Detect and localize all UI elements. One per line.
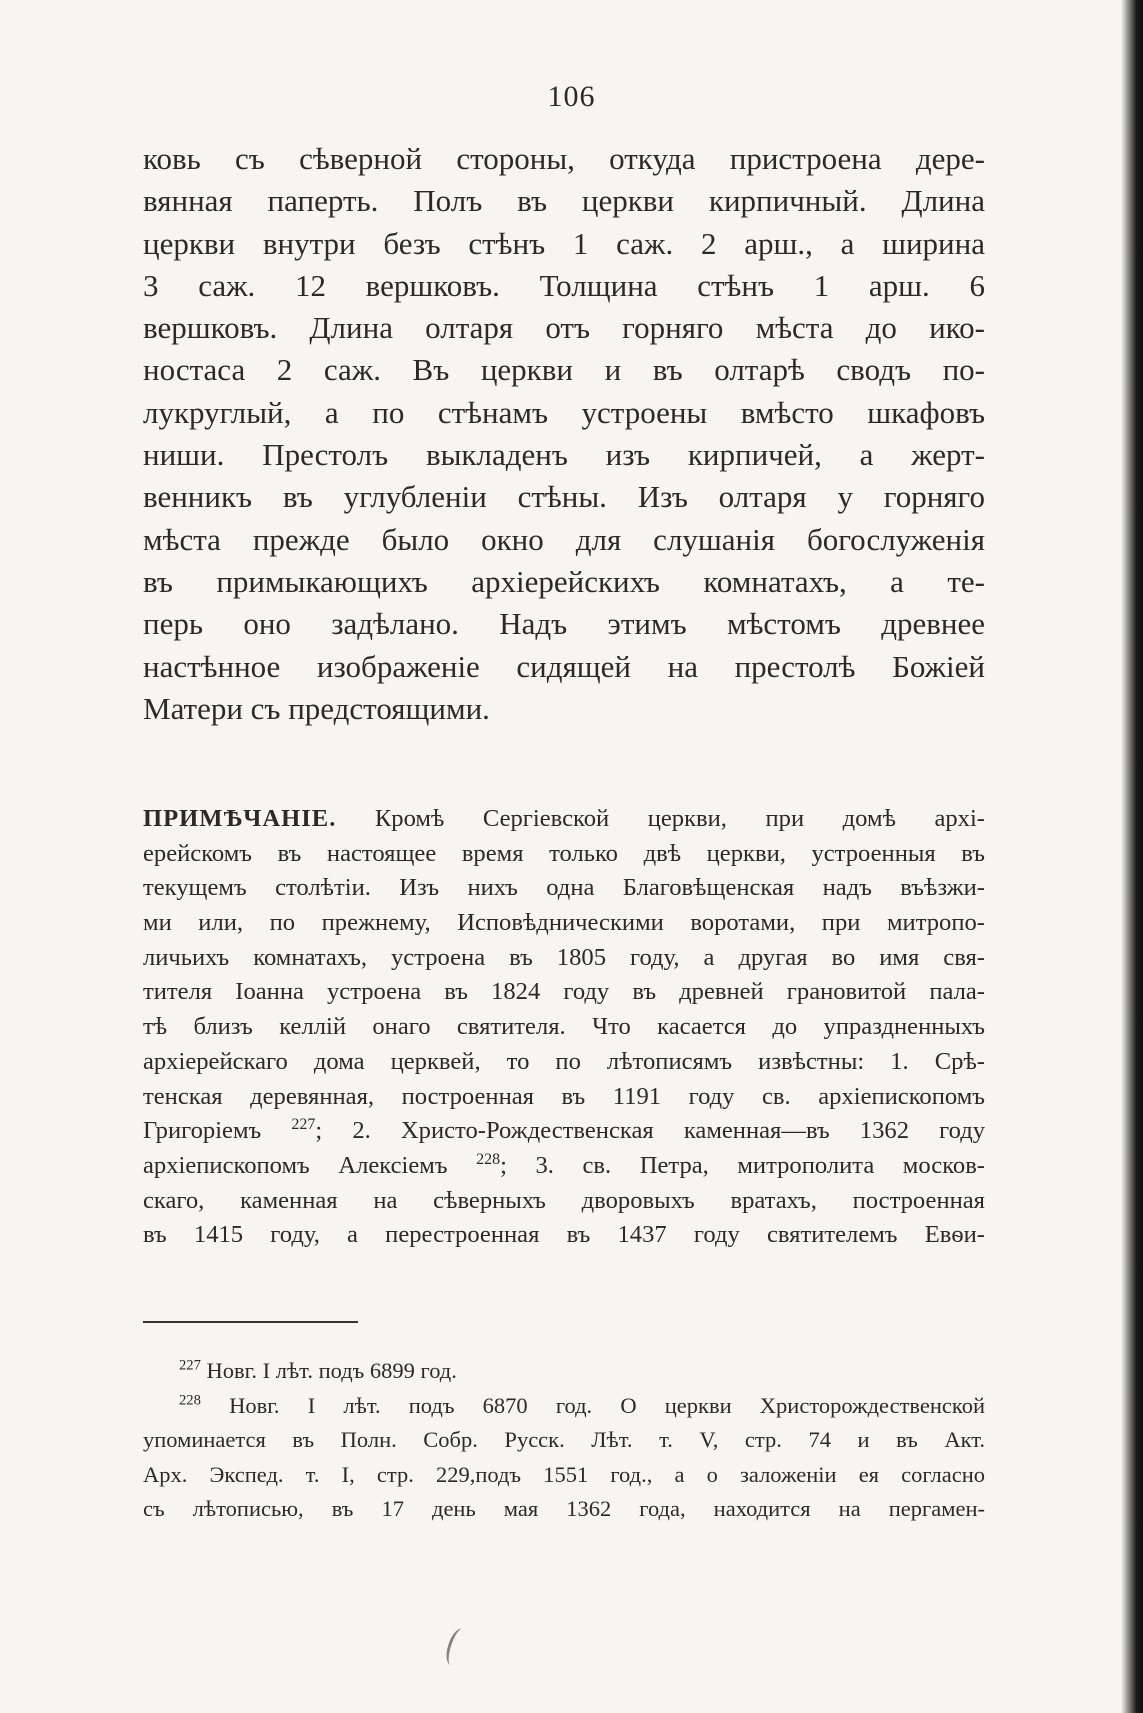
- note-text-line: тѣ близъ келлій онаго святителя. Что касается до упраздненныхъ: [143, 1013, 985, 1041]
- footnote-227: [143, 1354, 985, 1389]
- ink-mark: [443, 1626, 471, 1667]
- footnote-number: 228: [179, 1392, 201, 1408]
- footnotes: [143, 1354, 985, 1527]
- note-text-line: скаго, каменная на сѣверныхъ дворовыхъ вратахъ, построенная: [143, 1186, 985, 1214]
- main-text-line: въ примыкающихъ архіерейскихъ комнатахъ, а те-: [143, 563, 985, 599]
- main-text-line: настѣнное изображеніе сидящей на престолѣ Божіей: [143, 648, 985, 684]
- footnote-number: 227: [179, 1357, 201, 1374]
- main-text-line: ниши. Престолъ выкладенъ изъ кирпичей, а жерт-: [143, 437, 985, 473]
- note-text-fragment: ; 3. св. Петра, митрополита москов-: [500, 1151, 985, 1179]
- note-text-line: ерейскомъ въ настоящее время только двѣ церкви, устроенныя въ: [143, 839, 985, 867]
- note-text-fragment: Кромѣ Сергіевской церкви, при домѣ архі-: [336, 805, 985, 832]
- note-heading: ПРИМѢЧАНІЕ.: [143, 805, 337, 832]
- note-text-line: тенская деревянная, построенная въ 1191 году св. архіепископомъ: [143, 1082, 985, 1110]
- page-edge-shadow: [1121, 0, 1143, 1713]
- footnote-text-line: упоминается въ Полн. Собр. Русск. Лѣт. т. V, стр. 74 и въ Акт.: [143, 1427, 985, 1452]
- footnote-text-line: Арх. Экспед. т. I, стр. 229,подъ 1551 год., а о заложеніи ея согласно: [143, 1461, 985, 1487]
- footnote-reference-227: 227: [291, 1116, 316, 1133]
- main-text-line: церкви внутри безъ стѣнъ 1 саж. 2 арш., а ширина: [143, 225, 985, 261]
- note-text-fragment: ; 2. Христо-Рождественская каменная—въ 1362 году: [315, 1117, 985, 1145]
- note-text-line: [143, 802, 985, 837]
- main-text-line: вершковъ. Длина олтаря отъ горняго мѣста до ико-: [143, 310, 985, 346]
- note-text-line: ми или, по прежнему, Исповѣдническими воротами, при митропо-: [143, 909, 985, 937]
- footnote-reference-228: 228: [476, 1150, 501, 1168]
- main-text-line: Матери съ предстоящими.: [143, 690, 490, 726]
- main-text-line: ковь съ сѣверной стороны, откуда пристроена дере-: [143, 141, 985, 176]
- main-text-line: вянная паперть. Полъ въ церкви кирпичный. Длина: [143, 183, 985, 219]
- note-text-line: личьихъ комнатахъ, устроена въ 1805 году, а другая во имя свя-: [143, 943, 985, 971]
- note-text-line: [143, 1114, 985, 1149]
- note-text-fragment: архіепископомъ Алексіемъ: [143, 1151, 477, 1179]
- main-text-line: ностаса 2 саж. Въ церкви и въ олтарѣ сводъ по-: [143, 352, 985, 388]
- main-text-line: перь оно задѣлано. Надъ этимъ мѣстомъ древнее: [143, 606, 985, 642]
- note-text-line: архіерейскаго дома церквей, то по лѣтописямъ извѣстны: 1. Срѣ-: [143, 1047, 985, 1075]
- note-text-line: [143, 1149, 985, 1184]
- note-text-line: тителя Іоанна устроена въ 1824 году въ древней грановитой пала-: [143, 978, 985, 1006]
- main-paragraph: [143, 138, 985, 730]
- footnote-text: Новг. I лѣт. подъ 6870 год. О церкви Христорождественской: [200, 1392, 985, 1418]
- main-text-line: 3 саж. 12 вершковъ. Толщина стѣнъ 1 арш. 6: [143, 267, 985, 303]
- page-number: 106: [547, 80, 596, 113]
- footnote-separator-rule: [143, 1321, 358, 1323]
- main-text-line: лукруглый, а по стѣнамъ устроены вмѣсто шкафовъ: [143, 394, 985, 430]
- note-paragraph: [143, 802, 985, 1253]
- footnote-228: [143, 1389, 985, 1424]
- note-text-line: въ 1415 году, а перестроенная въ 1437 году святителемъ Евѳи-: [143, 1221, 985, 1249]
- footnote-text-line: съ лѣтописью, въ 17 день мая 1362 года, находится на пергамен-: [143, 1496, 985, 1521]
- main-text-line: мѣста прежде было окно для слушанія богослуженія: [143, 521, 985, 557]
- note-text-line: текущемъ столѣтіи. Изъ нихъ одна Благовѣщенская надъ въѣзжи-: [143, 874, 985, 902]
- note-text-fragment: Григоріемъ: [143, 1117, 292, 1145]
- footnote-text: Новг. I лѣт. подъ 6899 год.: [200, 1358, 457, 1383]
- main-text-line: венникъ въ углубленіи стѣны. Изъ олтаря у горняго: [143, 479, 985, 515]
